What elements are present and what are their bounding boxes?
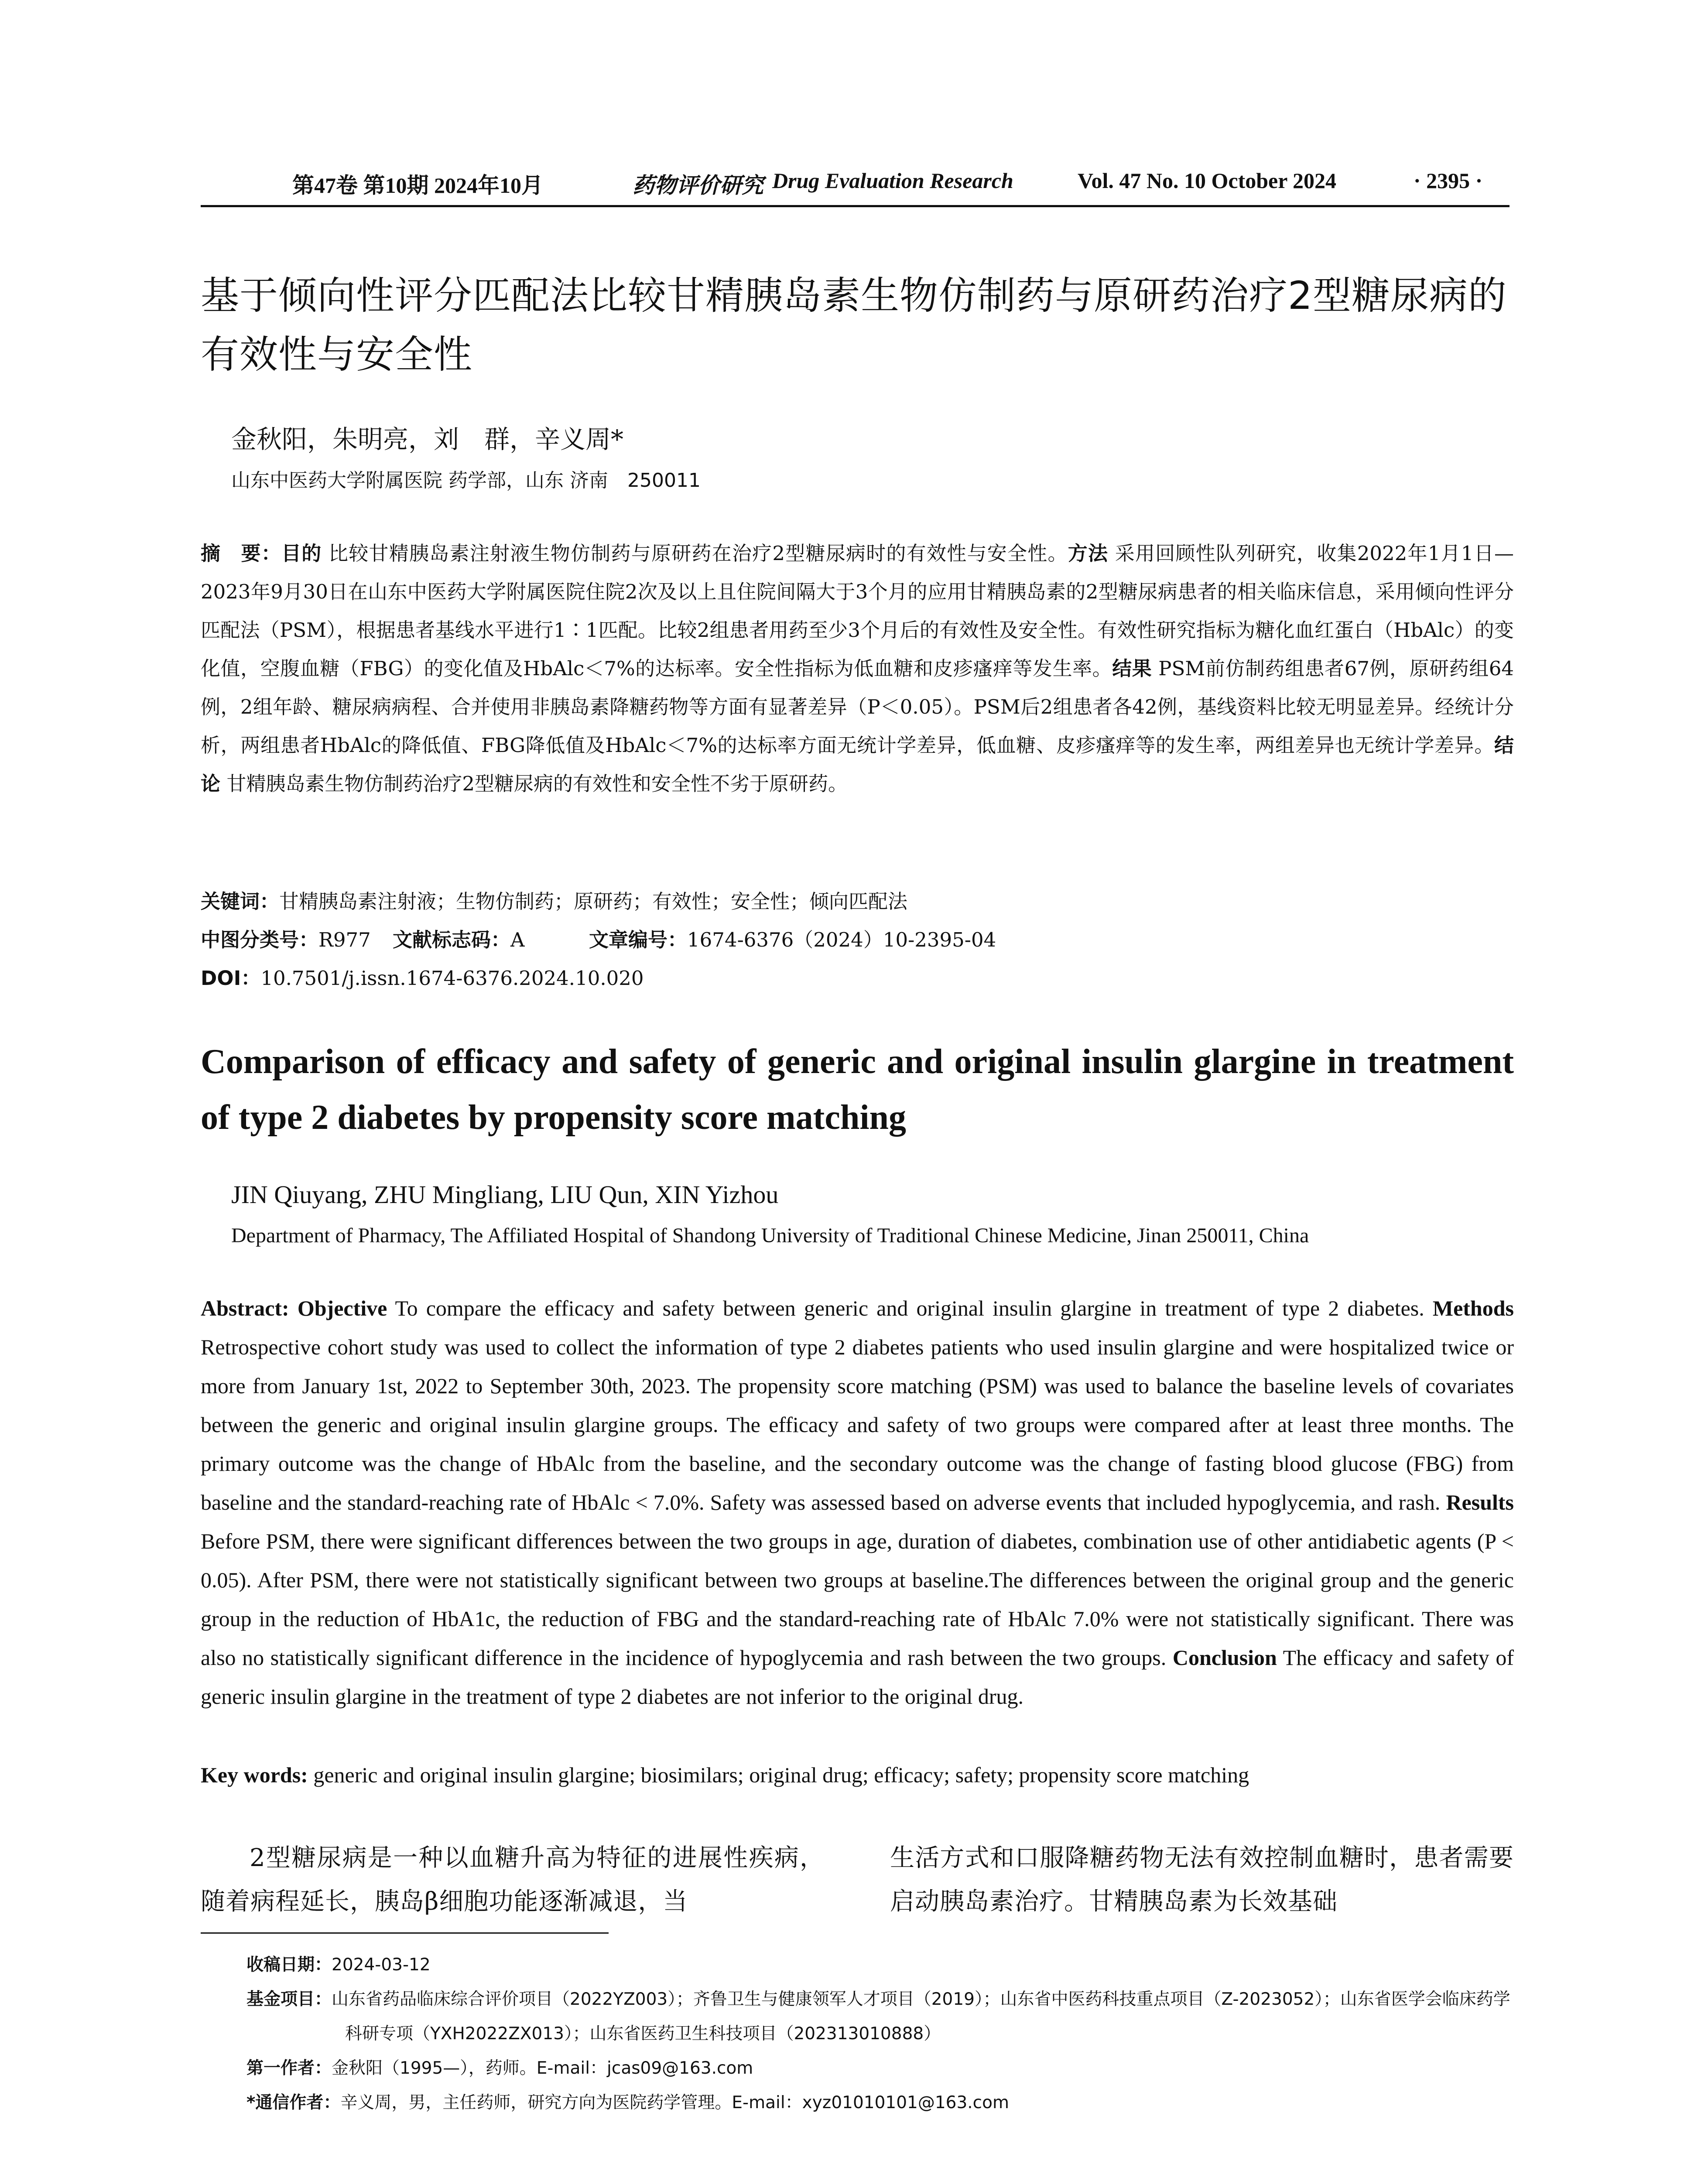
title-cn: 基于倾向性评分匹配法比较甘精胰岛素生物仿制药与原研药治疗2型糖尿病的有效性与安全性 bbox=[201, 273, 1507, 377]
keywords-cn bbox=[201, 885, 907, 914]
conclusion-en-text: The efficacy and safety of generic insulin glargine in the treatment of type 2 diabetes are not inferior to the original drug. bbox=[201, 1645, 1514, 1709]
results-cn-label: 结果 bbox=[1112, 657, 1152, 680]
conclusion-en-label: Conclusion bbox=[1172, 1645, 1277, 1670]
results-cn-text: PSM前仿制药组患者67例，原研药组64例，2组年龄、糖尿病病程、合并使用非胰岛素降糖药物等方面有显著差异（P＜0.05）。PSM后2组患者各42例，基线资料比较无明显差异。经统计分析，两组患者HbAlc的降低值、FBG降低值及HbAlc＜7%的达标率方面无统计学差异，低血糖、皮疹瘙痒等的发生率，两组差异也无统计学差异。 bbox=[201, 657, 1514, 757]
clc-value: R977 bbox=[318, 928, 371, 951]
methods-en-text: Retrospective cohort study was used to collect the information of type 2 diabetes patients who used insulin glargine and were hospitalized twice or more from January 1st, 2022 to September 30th, 2023. The propensity score matching (PSM) was used to balance the baseline levels of covariates between the generic and original insulin glargine groups. The efficacy and safety of two groups were compared after at least three months. The primary outcome was the change of HbAlc from the baseline, and the secondary outcome was the change of fasting blood glucose (FBG) from baseline and the standard-reaching rate of HbAlc < 7.0%. Safety was assessed based on adverse events that included hypoglycemia, and rash. bbox=[201, 1335, 1514, 1514]
authors-en: JIN Qiuyang, ZHU Mingliang, LIU Qun, XIN Yizhou bbox=[231, 1180, 779, 1209]
keywords-en-label: Key words: bbox=[201, 1763, 308, 1787]
header-page-number: · 2395 · bbox=[1414, 168, 1483, 193]
header-rule bbox=[201, 205, 1509, 207]
abstract-cn bbox=[201, 534, 1514, 803]
doc-code-label: 文献标志码： bbox=[393, 928, 511, 951]
received-label: 收稿日期： bbox=[246, 1955, 332, 1975]
footnote-rule bbox=[201, 1932, 609, 1934]
keywords-cn-label: 关键词： bbox=[201, 890, 280, 913]
objective-cn-text: 比较甘精胰岛素注射液生物仿制药与原研药在治疗2型糖尿病时的有效性与安全性。 bbox=[329, 542, 1068, 565]
received-value: 2024-03-12 bbox=[332, 1955, 431, 1975]
affiliation-en: Department of Pharmacy, The Affiliated Hospital of Shandong University of Traditional Chinese Medicine, Jinan 250011, China bbox=[231, 1224, 1309, 1247]
title-en: Comparison of efficacy and safety of generic and original insulin glargine in treatment of type 2 diabetes by propensity score matching bbox=[201, 1043, 1514, 1137]
header-issue-cn: 第47卷 第10期 2024年10月 bbox=[292, 173, 543, 198]
keywords-cn-text: 甘精胰岛素注射液；生物仿制药；原研药；有效性；安全性；倾向匹配法 bbox=[279, 890, 908, 913]
first-author-value: 金秋阳（1995—），药师。E-mail：jcas09@163.com bbox=[332, 2058, 753, 2078]
fund-value: 山东省药品临床综合评价项目（2022YZ003）；齐鲁卫生与健康领军人才项目（2019）；山东省中医药科技重点项目（Z-2023052）；山东省医学会临床药学科研专项（YXH2022ZX013）；山东省医药卫生科技项目（202313010888） bbox=[332, 1990, 1510, 2044]
footnote-first-author bbox=[246, 2051, 1514, 2085]
doi-label: DOI： bbox=[201, 967, 261, 990]
methods-cn-label: 方法 bbox=[1068, 542, 1109, 565]
abstract-en bbox=[201, 1289, 1514, 1716]
article-number-label: 文章编号： bbox=[589, 928, 688, 951]
clc-label: 中图分类号： bbox=[201, 928, 319, 951]
footnote-fund bbox=[246, 1982, 1514, 2051]
results-en-label: Results bbox=[1446, 1490, 1514, 1514]
footnotes bbox=[246, 1948, 1514, 2120]
corresponding-value: 辛义周，男，主任药师，研究方向为医院药学管理。E-mail：xyz01010101@163.com bbox=[340, 2093, 1009, 2113]
corresponding-label: *通信作者： bbox=[246, 2093, 341, 2113]
article-number-value: 1674-6376（2024）10-2395-04 bbox=[687, 928, 996, 951]
header-journal-en: Drug Evaluation Research bbox=[772, 168, 1013, 193]
conclusion-cn-label: 结论 bbox=[201, 734, 1514, 795]
results-en-text: Before PSM, there were significant differences between the two groups in age, duration of diabetes, combination use of other antidiabetic agents (P < 0.05). After PSM, there were not statistically significant between two groups at baseline.The differences between the original group and the generic group in the reduction of HbA1c, the reduction of FBG and the standard-reaching rate of HbAlc 7.0% were not statistically significant. There was also no statistically significant difference in the incidence of hypoglycemia and rash between the two groups. bbox=[201, 1529, 1514, 1670]
journal-logo-text: 药物评价研究 bbox=[633, 172, 763, 198]
methods-en-label: Methods bbox=[1432, 1296, 1514, 1320]
abstract-en-label: Abstract: bbox=[201, 1296, 289, 1320]
body-column-left: 2型糖尿病是一种以血糖升高为特征的进展性疾病，随着病程延长，胰岛β细胞功能逐渐减退，当 bbox=[201, 1844, 825, 1916]
footnote-corresponding bbox=[246, 2085, 1514, 2120]
fund-label: 基金项目： bbox=[246, 1990, 332, 2009]
authors-cn: 金秋阳，朱明亮，刘 群，辛义周* bbox=[231, 424, 624, 454]
doc-code-value: A bbox=[510, 928, 525, 951]
keywords-en bbox=[201, 1762, 1514, 1788]
header-volume-en: Vol. 47 No. 10 October 2024 bbox=[1078, 168, 1337, 193]
objective-en-text: To compare the efficacy and safety between generic and original insulin glargine in treatment of type 2 diabetes. bbox=[395, 1296, 1424, 1320]
keywords-en-text: generic and original insulin glargine; biosimilars; original drug; efficacy; safety; propensity score matching bbox=[313, 1763, 1249, 1787]
conclusion-cn-text: 甘精胰岛素生物仿制药治疗2型糖尿病的有效性和安全性不劣于原研药。 bbox=[226, 772, 848, 795]
affiliation-cn: 山东中医药大学附属医院 药学部，山东 济南 250011 bbox=[231, 469, 701, 492]
objective-en-label: Objective bbox=[297, 1296, 387, 1320]
first-author-label: 第一作者： bbox=[246, 2058, 332, 2078]
methods-cn-text: 采用回顾性队列研究，收集2022年1月1日—2023年9月30日在山东中医药大学附属医院住院2次及以上且住院间隔大于3个月的应用甘精胰岛素的2型糖尿病患者的相关临床信息，采用倾向性评分匹配法（PSM），根据患者基线水平进行1∶1匹配。比较2组患者用药至少3个月后的有效性及安全性。有效性研究指标为糖化血红蛋白（HbAlc）的变化值，空腹血糖（FBG）的变化值及HbAlc＜7%的达标率。安全性指标为低血糖和皮疹瘙痒等发生率。 bbox=[201, 542, 1514, 680]
doi-value: 10.7501/j.issn.1674-6376.2024.10.020 bbox=[260, 967, 644, 990]
doi bbox=[201, 962, 644, 991]
body-column-right: 生活方式和口服降糖药物无法有效控制血糖时，患者需要启动胰岛素治疗。甘精胰岛素为长效基础 bbox=[890, 1844, 1514, 1916]
objective-cn-label: 目的 bbox=[281, 542, 322, 565]
abstract-cn-label: 摘 要： bbox=[201, 542, 281, 565]
running-header bbox=[201, 168, 1509, 203]
classification-cn bbox=[201, 924, 996, 952]
footnote-received bbox=[246, 1948, 1514, 1982]
